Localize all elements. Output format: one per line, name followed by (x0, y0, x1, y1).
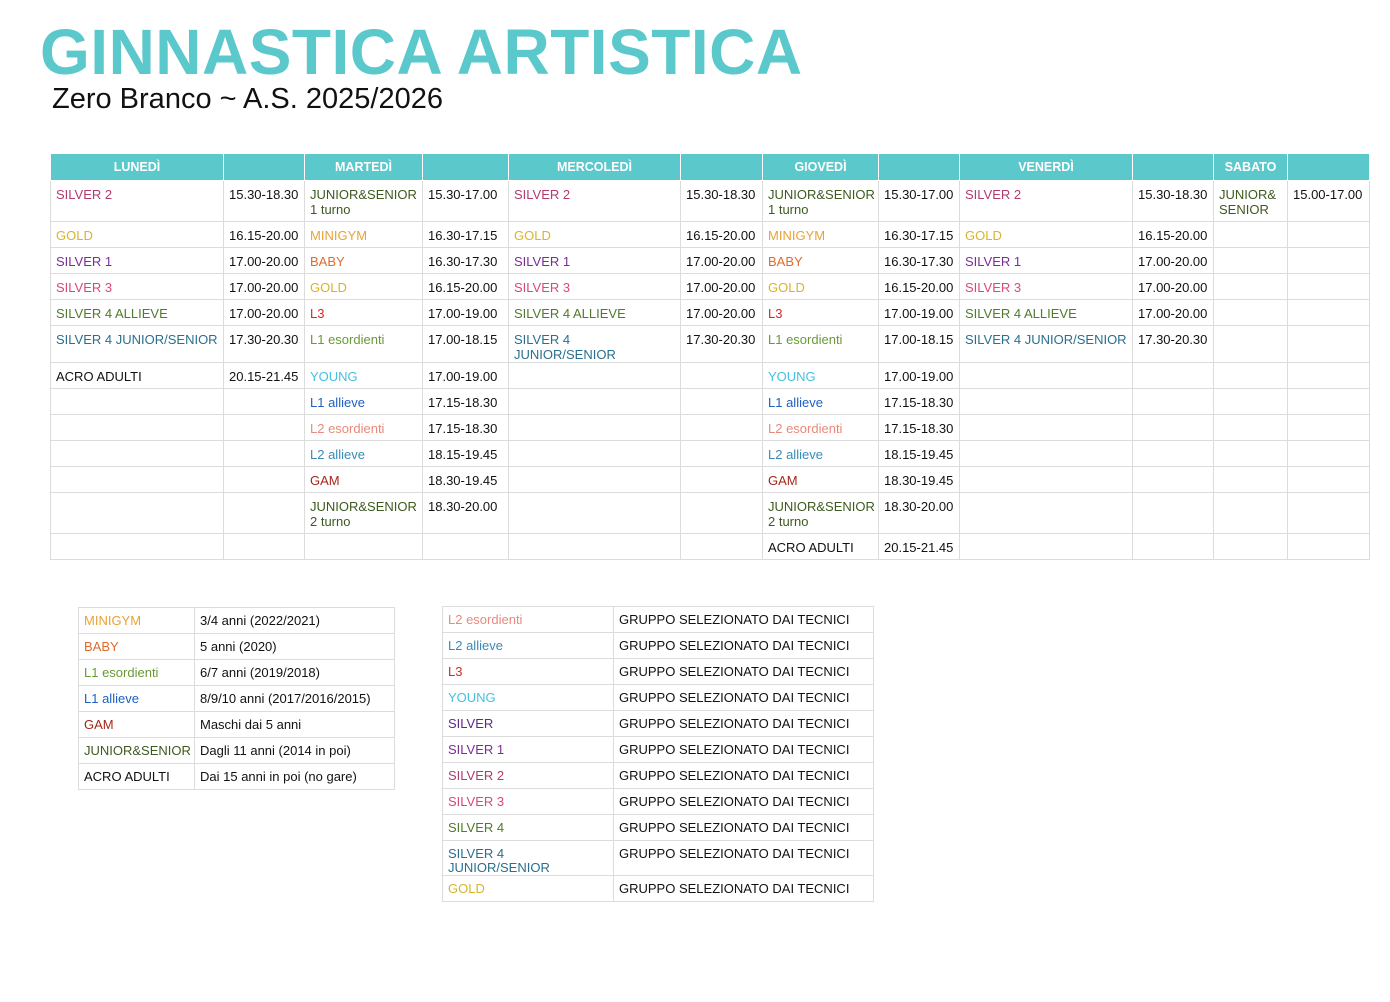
class-time-cell: 15.30-18.30 (1133, 181, 1214, 222)
class-time-cell (1288, 274, 1370, 300)
class-time-cell: 17.00-18.15 (879, 326, 960, 363)
class-name-cell: JUNIOR&SENIOR 2 turno (763, 493, 879, 534)
class-time-cell (1288, 467, 1370, 493)
schedule-row (51, 534, 1370, 560)
age-groups-table (78, 607, 395, 790)
class-name-cell (509, 389, 681, 415)
class-name-cell: L2 esordienti (763, 415, 879, 441)
selected-group-row (443, 711, 874, 737)
class-name-cell (305, 534, 423, 560)
class-name-cell (509, 493, 681, 534)
class-name-cell (960, 415, 1133, 441)
schedule-row (51, 326, 1370, 363)
class-name-cell (1214, 274, 1288, 300)
selected-group-row (443, 841, 874, 876)
class-name-cell (1214, 389, 1288, 415)
class-time-cell: 16.30-17.30 (423, 248, 509, 274)
class-name-cell (1214, 222, 1288, 248)
class-name-cell: SILVER 4 ALLIEVE (509, 300, 681, 326)
class-time-cell: 16.15-20.00 (681, 222, 763, 248)
group-name-cell: SILVER 4 (443, 815, 614, 841)
class-time-cell: 17.15-18.30 (879, 415, 960, 441)
class-name-cell: L1 esordienti (305, 326, 423, 363)
class-name-cell (509, 467, 681, 493)
class-name-cell: SILVER 2 (960, 181, 1133, 222)
class-name-cell (51, 467, 224, 493)
time-header (1133, 154, 1214, 181)
class-time-cell: 17.00-20.00 (681, 248, 763, 274)
selected-group-row (443, 789, 874, 815)
class-time-cell (1288, 415, 1370, 441)
class-time-cell: 17.30-20.30 (224, 326, 305, 363)
class-time-cell (1133, 389, 1214, 415)
selected-group-row (443, 763, 874, 789)
class-name-cell: L1 esordienti (763, 326, 879, 363)
class-time-cell (681, 467, 763, 493)
class-name-cell (960, 493, 1133, 534)
class-name-cell: JUNIOR&SENIOR 1 turno (763, 181, 879, 222)
class-time-cell (1288, 326, 1370, 363)
age-group-row (79, 686, 395, 712)
group-info-cell: GRUPPO SELEZIONATO DAI TECNICI (614, 685, 874, 711)
day-header-monday: LUNEDÌ (51, 154, 224, 181)
schedule-row (51, 467, 1370, 493)
class-time-cell: 17.00-20.00 (224, 274, 305, 300)
time-header (1288, 154, 1370, 181)
group-info-cell: 6/7 anni (2019/2018) (195, 660, 395, 686)
class-name-cell: GAM (305, 467, 423, 493)
day-header-thursday: GIOVEDÌ (763, 154, 879, 181)
class-time-cell (681, 534, 763, 560)
group-info-cell: GRUPPO SELEZIONATO DAI TECNICI (614, 763, 874, 789)
class-name-cell: SILVER 4 JUNIOR/SENIOR (960, 326, 1133, 363)
class-time-cell (1133, 415, 1214, 441)
class-name-cell: GOLD (960, 222, 1133, 248)
class-name-cell (1214, 300, 1288, 326)
group-name-cell: JUNIOR&SENIOR (79, 738, 195, 764)
class-time-cell (1288, 248, 1370, 274)
selected-group-row (443, 685, 874, 711)
age-group-row (79, 764, 395, 790)
schedule-row (51, 441, 1370, 467)
class-name-cell: JUNIOR&SENIOR 1 turno (305, 181, 423, 222)
class-time-cell (1288, 493, 1370, 534)
class-time-cell: 17.15-18.30 (423, 389, 509, 415)
class-time-cell (1288, 363, 1370, 389)
class-time-cell (224, 467, 305, 493)
class-name-cell (1214, 441, 1288, 467)
age-group-row (79, 634, 395, 660)
class-time-cell (1288, 534, 1370, 560)
class-name-cell: SILVER 4 ALLIEVE (960, 300, 1133, 326)
group-name-cell: MINIGYM (79, 608, 195, 634)
time-header (879, 154, 960, 181)
group-info-cell: GRUPPO SELEZIONATO DAI TECNICI (614, 607, 874, 633)
group-name-cell: L2 esordienti (443, 607, 614, 633)
time-header (681, 154, 763, 181)
class-time-cell (224, 415, 305, 441)
class-time-cell (681, 441, 763, 467)
schedule-table (50, 154, 1370, 560)
class-name-cell: ACRO ADULTI (51, 363, 224, 389)
day-header-friday: VENERDÌ (960, 154, 1133, 181)
class-name-cell (1214, 363, 1288, 389)
class-time-cell: 17.00-20.00 (681, 300, 763, 326)
group-info-cell: 8/9/10 anni (2017/2016/2015) (195, 686, 395, 712)
class-time-cell: 20.15-21.45 (224, 363, 305, 389)
day-header-wednesday: MERCOLEDÌ (509, 154, 681, 181)
class-name-cell (51, 415, 224, 441)
class-name-cell (1214, 415, 1288, 441)
class-name-cell: SILVER 3 (509, 274, 681, 300)
class-time-cell (224, 493, 305, 534)
group-name-cell: L1 esordienti (79, 660, 195, 686)
time-header (423, 154, 509, 181)
class-name-cell: JUNIOR& SENIOR (1214, 181, 1288, 222)
class-time-cell (423, 534, 509, 560)
class-name-cell: JUNIOR&SENIOR 2 turno (305, 493, 423, 534)
class-name-cell: SILVER 4 JUNIOR/SENIOR (509, 326, 681, 363)
class-time-cell: 15.30-17.00 (879, 181, 960, 222)
class-name-cell (1214, 534, 1288, 560)
class-name-cell: SILVER 2 (509, 181, 681, 222)
class-name-cell: SILVER 1 (960, 248, 1133, 274)
group-info-cell: Dagli 11 anni (2014 in poi) (195, 738, 395, 764)
schedule-row (51, 274, 1370, 300)
class-name-cell (51, 389, 224, 415)
class-time-cell: 17.00-20.00 (681, 274, 763, 300)
class-name-cell: SILVER 3 (51, 274, 224, 300)
class-name-cell (1214, 248, 1288, 274)
class-name-cell: SILVER 1 (509, 248, 681, 274)
class-name-cell: BABY (305, 248, 423, 274)
page-subtitle: Zero Branco ~ A.S. 2025/2026 (52, 83, 443, 115)
class-time-cell: 17.00-18.15 (423, 326, 509, 363)
class-name-cell (509, 534, 681, 560)
class-name-cell: L1 allieve (763, 389, 879, 415)
class-name-cell: L2 allieve (305, 441, 423, 467)
class-time-cell: 17.00-20.00 (224, 300, 305, 326)
class-time-cell: 16.30-17.15 (879, 222, 960, 248)
class-time-cell: 17.00-19.00 (423, 300, 509, 326)
class-name-cell: SILVER 4 JUNIOR/SENIOR (51, 326, 224, 363)
class-name-cell: L3 (763, 300, 879, 326)
class-name-cell (960, 441, 1133, 467)
schedule-row (51, 248, 1370, 274)
class-time-cell: 17.00-19.00 (879, 363, 960, 389)
class-name-cell: GOLD (763, 274, 879, 300)
class-name-cell (51, 534, 224, 560)
class-time-cell (224, 389, 305, 415)
group-name-cell: SILVER (443, 711, 614, 737)
class-time-cell: 16.15-20.00 (423, 274, 509, 300)
class-name-cell: YOUNG (763, 363, 879, 389)
class-time-cell: 17.30-20.30 (681, 326, 763, 363)
group-info-cell: GRUPPO SELEZIONATO DAI TECNICI (614, 876, 874, 902)
class-name-cell (51, 441, 224, 467)
class-time-cell: 17.15-18.30 (879, 389, 960, 415)
class-time-cell (1133, 363, 1214, 389)
class-time-cell: 20.15-21.45 (879, 534, 960, 560)
class-time-cell (1133, 467, 1214, 493)
class-name-cell: GOLD (51, 222, 224, 248)
schedule-row (51, 415, 1370, 441)
group-info-cell: GRUPPO SELEZIONATO DAI TECNICI (614, 815, 874, 841)
class-name-cell (509, 415, 681, 441)
group-name-cell: GAM (79, 712, 195, 738)
class-time-cell: 18.30-20.00 (879, 493, 960, 534)
group-info-cell: Dai 15 anni in poi (no gare) (195, 764, 395, 790)
class-name-cell: SILVER 2 (51, 181, 224, 222)
selected-group-row (443, 633, 874, 659)
selected-group-row (443, 815, 874, 841)
schedule-header-row (51, 154, 1370, 181)
class-time-cell: 17.15-18.30 (423, 415, 509, 441)
group-info-cell: GRUPPO SELEZIONATO DAI TECNICI (614, 789, 874, 815)
group-info-cell: Maschi dai 5 anni (195, 712, 395, 738)
selected-groups-table (442, 606, 874, 902)
class-time-cell: 16.15-20.00 (879, 274, 960, 300)
class-time-cell (224, 441, 305, 467)
class-time-cell: 17.00-20.00 (1133, 248, 1214, 274)
class-time-cell (681, 415, 763, 441)
group-name-cell: SILVER 1 (443, 737, 614, 763)
class-name-cell (960, 389, 1133, 415)
class-time-cell (1288, 300, 1370, 326)
group-info-cell: GRUPPO SELEZIONATO DAI TECNICI (614, 841, 874, 876)
day-header-tuesday: MARTEDÌ (305, 154, 423, 181)
age-group-row (79, 660, 395, 686)
page-title: GINNASTICA ARTISTICA (40, 16, 803, 88)
class-time-cell (1288, 389, 1370, 415)
class-time-cell: 17.00-19.00 (423, 363, 509, 389)
class-time-cell: 16.15-20.00 (1133, 222, 1214, 248)
class-name-cell (1214, 326, 1288, 363)
class-name-cell (1214, 493, 1288, 534)
class-time-cell (1288, 222, 1370, 248)
schedule-row (51, 300, 1370, 326)
class-time-cell (1133, 493, 1214, 534)
class-name-cell (51, 493, 224, 534)
class-name-cell: SILVER 4 ALLIEVE (51, 300, 224, 326)
class-name-cell: GOLD (305, 274, 423, 300)
class-time-cell: 16.30-17.15 (423, 222, 509, 248)
class-time-cell (681, 363, 763, 389)
class-name-cell: L3 (305, 300, 423, 326)
class-name-cell (960, 363, 1133, 389)
group-name-cell: YOUNG (443, 685, 614, 711)
group-name-cell: ACRO ADULTI (79, 764, 195, 790)
group-name-cell: SILVER 2 (443, 763, 614, 789)
time-header (224, 154, 305, 181)
day-header-saturday: SABATO (1214, 154, 1288, 181)
class-name-cell (1214, 467, 1288, 493)
group-info-cell: GRUPPO SELEZIONATO DAI TECNICI (614, 737, 874, 763)
group-info-cell: GRUPPO SELEZIONATO DAI TECNICI (614, 711, 874, 737)
class-name-cell: L2 esordienti (305, 415, 423, 441)
class-name-cell (960, 467, 1133, 493)
class-time-cell: 17.00-19.00 (879, 300, 960, 326)
schedule-row (51, 389, 1370, 415)
class-name-cell: SILVER 1 (51, 248, 224, 274)
class-time-cell: 15.00-17.00 (1288, 181, 1370, 222)
group-info-cell: 3/4 anni (2022/2021) (195, 608, 395, 634)
schedule-body (51, 181, 1370, 560)
schedule-row (51, 181, 1370, 222)
group-info-cell: 5 anni (2020) (195, 634, 395, 660)
class-time-cell (1288, 441, 1370, 467)
class-name-cell: L2 allieve (763, 441, 879, 467)
group-name-cell: SILVER 3 (443, 789, 614, 815)
class-time-cell (681, 389, 763, 415)
class-name-cell: ACRO ADULTI (763, 534, 879, 560)
class-time-cell (681, 493, 763, 534)
class-time-cell: 17.00-20.00 (1133, 300, 1214, 326)
class-time-cell: 15.30-17.00 (423, 181, 509, 222)
group-info-cell: GRUPPO SELEZIONATO DAI TECNICI (614, 633, 874, 659)
class-name-cell: MINIGYM (763, 222, 879, 248)
class-time-cell (224, 534, 305, 560)
class-time-cell: 17.30-20.30 (1133, 326, 1214, 363)
class-time-cell: 17.00-20.00 (224, 248, 305, 274)
class-time-cell: 18.30-19.45 (423, 467, 509, 493)
class-name-cell: GAM (763, 467, 879, 493)
class-time-cell: 18.30-19.45 (879, 467, 960, 493)
class-name-cell: YOUNG (305, 363, 423, 389)
class-name-cell (509, 441, 681, 467)
age-group-row (79, 608, 395, 634)
class-name-cell: SILVER 3 (960, 274, 1133, 300)
selected-group-row (443, 737, 874, 763)
group-name-cell: L1 allieve (79, 686, 195, 712)
class-time-cell: 16.15-20.00 (224, 222, 305, 248)
class-name-cell: MINIGYM (305, 222, 423, 248)
group-name-cell: L2 allieve (443, 633, 614, 659)
group-name-cell: BABY (79, 634, 195, 660)
schedule-row (51, 493, 1370, 534)
class-time-cell: 16.30-17.30 (879, 248, 960, 274)
class-name-cell: L1 allieve (305, 389, 423, 415)
schedule-row (51, 222, 1370, 248)
group-name-cell: GOLD (443, 876, 614, 902)
selected-group-row (443, 876, 874, 902)
class-name-cell (960, 534, 1133, 560)
selected-group-row (443, 659, 874, 685)
selected-group-row (443, 607, 874, 633)
class-time-cell: 18.15-19.45 (423, 441, 509, 467)
class-name-cell: GOLD (509, 222, 681, 248)
schedule-row (51, 363, 1370, 389)
class-time-cell (1133, 534, 1214, 560)
class-time-cell: 15.30-18.30 (224, 181, 305, 222)
class-time-cell: 18.15-19.45 (879, 441, 960, 467)
class-time-cell: 18.30-20.00 (423, 493, 509, 534)
group-name-cell: SILVER 4 JUNIOR/SENIOR (443, 841, 614, 876)
class-name-cell: BABY (763, 248, 879, 274)
class-name-cell (509, 363, 681, 389)
group-info-cell: GRUPPO SELEZIONATO DAI TECNICI (614, 659, 874, 685)
class-time-cell: 15.30-18.30 (681, 181, 763, 222)
age-group-row (79, 738, 395, 764)
class-time-cell (1133, 441, 1214, 467)
class-time-cell: 17.00-20.00 (1133, 274, 1214, 300)
group-name-cell: L3 (443, 659, 614, 685)
age-group-row (79, 712, 395, 738)
